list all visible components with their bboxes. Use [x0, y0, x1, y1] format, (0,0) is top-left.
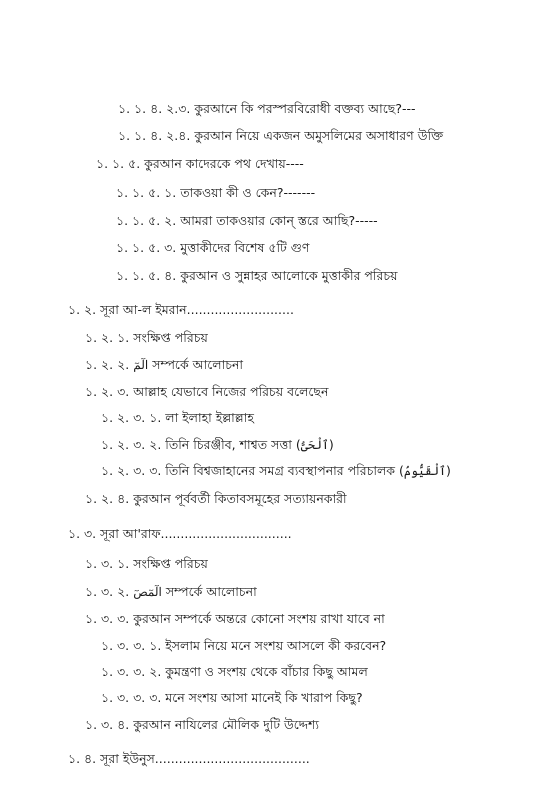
arabic-alif-lam-mim-sad: الٓمٓصٓ [133, 585, 162, 599]
toc-entry-text: ১. ২. ৪. কুরআন পূর্ববর্তী কিতাবসমূহের সত্যায়নকারী [85, 491, 347, 506]
toc-entry-text: ১. ২. সূরা আ-ল ইমরান........................... [68, 302, 294, 317]
toc-entry-text: ১. ৩. সূরা আ'রাফ................................. [68, 526, 292, 541]
toc-entry [101, 690, 363, 706]
toc-entry [101, 664, 368, 680]
toc-entry-text: ১. ৩. ৩. কুরআন সম্পর্কে অন্তরে কোনো সংশয় রাখা যাবে না [85, 611, 385, 626]
toc-entry-text: ১. ২. ৩. ১. লা ইলাহা ইল্লাল্লাহ [101, 410, 254, 425]
toc-entry [85, 330, 208, 346]
toc-entry-text: ১. ১. ৫. ১. তাকওয়া কী ও কেন?------- [116, 185, 316, 200]
arabic-alif-lam-mim: الٓمٓ [133, 358, 149, 372]
toc-entry [116, 213, 378, 229]
toc-entry-text: ১. ১. ৫. ৪. কুরআন ও সুন্নাহর আলোকে মুত্তাকীর পরিচয় [116, 268, 398, 283]
toc-entry-text: ১. ২. ৩. ২. তিনি চিরঞ্জীব, শাশ্বত সত্তা ( [101, 437, 301, 452]
toc-entry-text: সম্পর্কে আলোচনা [165, 584, 257, 599]
toc-entry-text: ১. ১. ৪. ২.৩. কুরআনে কি পরস্পরবিরোধী বক্তব্য আছে?--- [118, 101, 416, 116]
toc-entry-text: সম্পর্কে আলোচনা [152, 357, 244, 372]
toc-entry [116, 268, 397, 284]
toc-entry [85, 384, 328, 400]
toc-entry-text: ১. ২. ৩. ৩. তিনি বিশ্বজাহানের সমগ্র ব্যবস্থাপনার পরিচালক ( [101, 463, 404, 478]
toc-entry [116, 185, 315, 201]
toc-entry [85, 491, 347, 507]
toc-entry [85, 584, 257, 600]
toc-entry-text: ১. ৩. ১. সংক্ষিপ্ত পরিচয় [85, 556, 208, 571]
toc-entry-text: ১. ৩. ৩. ২. কুমন্ত্রণা ও সংশয় থেকে বাঁচার কিছু আমল [101, 664, 368, 679]
toc-entry [85, 357, 243, 373]
arabic-al-qayyum: ٱلْقَيُّومُ [403, 464, 447, 478]
toc-entry [85, 556, 208, 572]
toc-entry [85, 611, 385, 627]
toc-entry [101, 410, 254, 426]
toc-entry-text: ১. ৪. সূরা ইউনুস....................................... [68, 751, 310, 766]
toc-entry-text: ১. ১. ৫. কুরআন কাদেরকে পথ দেখায়---- [96, 156, 304, 171]
toc-entry [68, 751, 310, 767]
toc-entry [85, 717, 319, 733]
toc-entry [118, 101, 416, 117]
toc-entry-text: ১. ৩. ৪. কুরআন নাযিলের মৌলিক দুটি উদ্দেশ্য [85, 717, 320, 732]
toc-entry: ১. ২. ৩. ২. তিনি চিরঞ্জীব, শাশ্বত সত্তা (ٱلْحَىُّ) [101, 437, 334, 452]
toc-entry-text: ১. ৩. ৩. ১. ইসলাম নিয়ে মনে সংশয় আসলে কী করবেন? [101, 638, 387, 653]
toc-entry-text: ১. ২. ১. সংক্ষিপ্ত পরিচয় [85, 330, 208, 345]
toc-entry [101, 638, 386, 654]
toc-entry-text: ১. ১. ৪. ২.৪. কুরআন নিয়ে একজন অমুসলিমের অসাধারণ উক্তি [118, 128, 444, 143]
toc-entry-text: ১. ১. ৫. ২. আমরা তাকওয়ার কোন্ স্তরে আছি?----- [116, 213, 378, 228]
toc-entry-text: ১. ১. ৫. ৩. মুত্তাকীদের বিশেষ ৫টি গুণ [116, 240, 310, 255]
toc-entry-text: ১. ২. ৩. আল্লাহ যেভাবে নিজের পরিচয় বলেছেন [85, 384, 329, 399]
toc-entry: ১. ২. ৩. ৩. তিনি বিশ্বজাহানের সমগ্র ব্যবস্থাপনার পরিচালক (ٱلْقَيُّومُ) [101, 463, 451, 478]
toc-entry-text: ১. ৩. ৩. ৩. মনে সংশয় আসা মানেই কি খারাপ কিছু? [101, 690, 363, 705]
toc-entry [68, 302, 294, 318]
arabic-al-hayy: ٱلْحَىُّ [300, 438, 329, 452]
toc-entry-text: ১. ২. ২. [85, 357, 130, 372]
toc-entry-text: ১. ৩. ২. [85, 584, 130, 599]
toc-entry [68, 526, 292, 542]
toc-entry [116, 240, 309, 256]
toc-entry [118, 128, 443, 144]
toc-entry [96, 156, 304, 172]
